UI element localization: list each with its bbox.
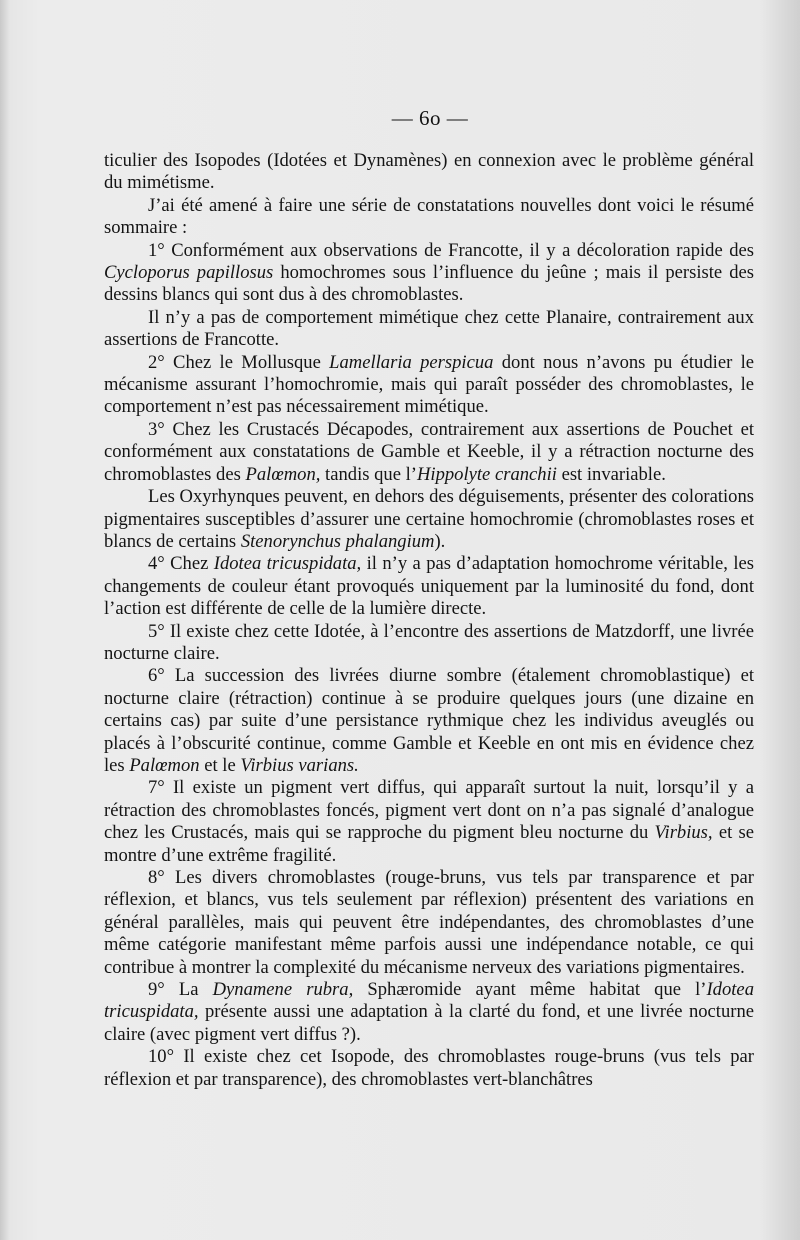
text-run: tandis que l’ [320,463,417,485]
paragraph [104,777,754,867]
italic-term: Stenorynchus phalangium [240,530,435,552]
paragraph [104,867,754,979]
text-run: il n’y a pas d’adaptation homochrome véritable, les changements de couleur étant provoqués uniquement par la luminosité du fond, dont l’action est différente de celle de la lumière directe. [104,553,755,620]
page-number: — 6o — [391,106,469,130]
italic-term: Dynamene rubra, [212,979,354,1001]
text-run: 2° Chez le Mollusque [148,351,330,373]
paragraph [104,195,754,240]
paragraph [104,1046,754,1091]
text-run: est invariable. [556,463,666,485]
paragraph [104,150,754,195]
paragraph [104,621,754,666]
italic-term: Palœmon, [245,463,321,485]
text-run: ticulier des Isopodes (Idotées et Dynamènes) en connexion avec le problème général du mimétisme. [104,150,754,194]
text-run: Sphæromide ayant même habitat que l’ [353,979,707,1001]
italic-term: Virbius varians. [240,754,359,776]
paragraph [104,979,754,1046]
text-run: 7° Il existe un pigment vert diffus, qui apparaît surtout la nuit, lorsqu’il y a rétraction des chromoblastes foncés, pigment vert dont on n’a pas signalé d’analogue chez les Crustacés, mais qui se rapproche du pigment bleu nocturne du [104,777,754,844]
text-run: 10° Il existe chez cet Isopode, des chromoblastes rouge-bruns (vus tels par réflexion et par transparence), des chromoblastes vert-blanchâtres [104,1046,754,1090]
text-run: Les Oxyrhynques peuvent, en dehors des déguisements, présenter des colorations pigmentaires susceptibles d’assurer une certaine homochromie (chromoblastes roses et blancs de certains [104,486,754,552]
text-run: homochromes sous l’influence du jeûne ; mais il persiste des dessins blancs qui sont dus à des chromoblastes. [104,262,754,306]
text-run: 3° Chez les Crustacés Décapodes, contrairement aux assertions de Pouchet et conformément aux constatations de Gamble et Keeble, il y a rétraction nocturne des chromoblastes des [104,418,754,485]
italic-term: Idotea tricuspidata, [213,553,362,575]
body-text [104,150,754,1091]
text-run: Il n’y a pas de comportement mimétique chez cette Planaire, contrairement aux assertions de Francotte. [104,306,754,351]
italic-term: Hippolyte cranchii [416,463,557,485]
italic-term: Virbius, [654,822,713,844]
text-run: 5° Il existe chez cette Idotée, à l’encontre des assertions de Matzdorff, une livrée nocturne claire. [104,620,754,664]
paragraph [104,240,754,307]
text-run: J’ai été amené à faire une série de constatations nouvelles dont voici le résumé sommaire : [104,194,754,239]
text-run: 8° Les divers chromoblastes (rouge-bruns, vus tels par transparence et par réflexion, et blancs, vus tels seulement par réflexion) présentent des variations en général parallèles, mais qui peuvent être indépendantes, des chromoblastes d’une même catégorie manifestant même parfois aussi une indépendance notable, ce qui contribue à montrer la complexité du mécanisme nerveux des variations pigmentaires. [104,867,754,978]
paragraph [104,307,754,352]
paragraph [104,665,754,777]
text-run: 4° Chez [148,553,214,575]
italic-term: Lamellaria perspicua [329,351,494,373]
paragraph [104,419,754,486]
italic-term: Palœmon [129,754,200,776]
text-run: présente aussi une adaptation à la clarté du fond, et une livrée nocturne claire (avec pigment vert diffus ?). [104,1001,754,1045]
text-run: et le [199,754,241,776]
text-run: ). [434,530,446,552]
paragraph [104,352,754,419]
italic-term: Cycloporus papillosus [104,262,274,284]
text-run: 1° Conformément aux observations de Francotte, il y a décoloration rapide des [148,239,754,261]
italic-term: Idotea tricuspidata, [104,979,754,1023]
text-run: et se montre d’une extrême fragilité. [104,822,754,866]
text-run: 6° La succession des livrées diurne sombre (étalement chromoblastique) et nocturne claire (rétraction) continue à se produire quelques jours (une dizaine en certains cas) par suite d’une persistance rythmique chez les individus aveuglés ou placés à l’obscurité continue, comme Gamble et Keeble en ont mis en évidence chez les [104,665,754,776]
paragraph [104,553,754,620]
text-run: 9° La [148,979,213,1001]
text-run: dont nous n’avons pu étudier le mécanisme assurant l’homochromie, mais qui paraît posséder des chromoblastes, le comportement n’est pas nécessairement mimétique. [104,351,754,418]
paragraph [104,486,754,553]
